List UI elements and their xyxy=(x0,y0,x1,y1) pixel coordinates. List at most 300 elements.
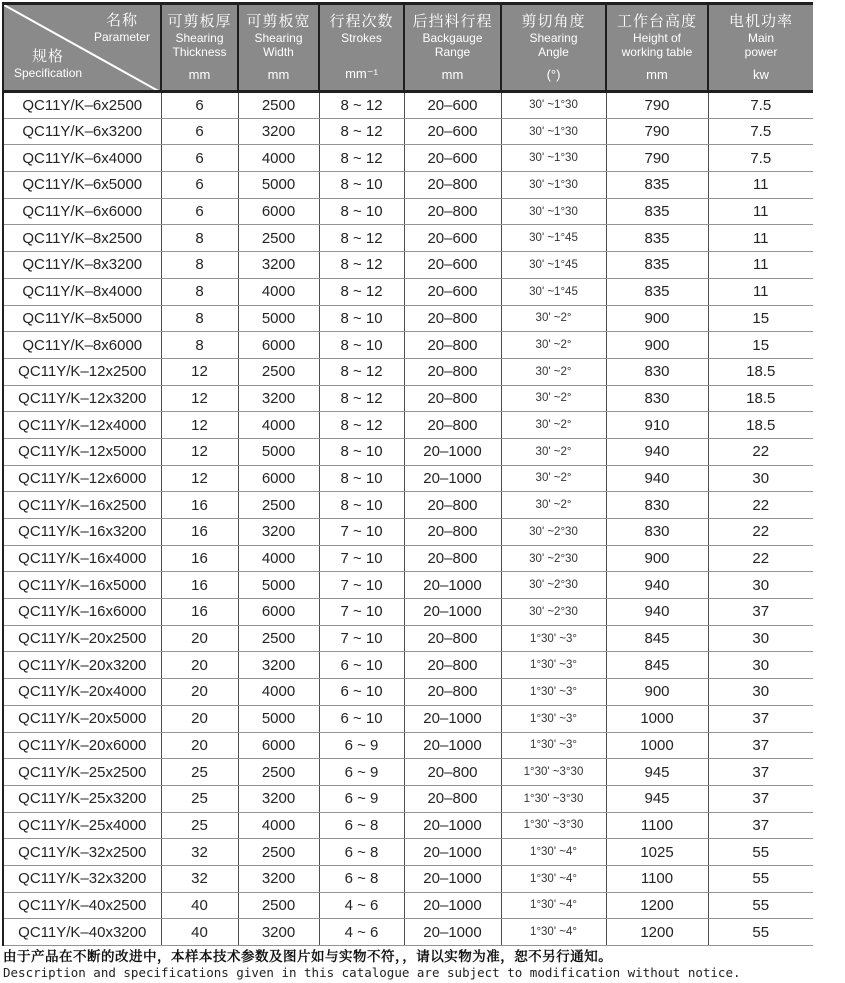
backgauge-cell: 20–1000 xyxy=(404,438,501,465)
header-zh: 工作台高度 xyxy=(616,13,697,30)
column-header-shearing-width xyxy=(238,4,319,92)
table-height-cell: 835 xyxy=(606,172,708,199)
header-unit: mm xyxy=(267,67,290,82)
power-cell: 30 xyxy=(708,679,813,706)
strokes-cell: 6 ~ 10 xyxy=(319,652,404,679)
strokes-cell: 6 ~ 8 xyxy=(319,865,404,892)
strokes-cell: 7 ~ 10 xyxy=(319,625,404,652)
header-unit: mm xyxy=(646,67,668,82)
table-height-cell: 1000 xyxy=(606,732,708,759)
width-cell: 2500 xyxy=(238,892,319,919)
angle-cell: 1°30' ~3°30 xyxy=(501,812,606,839)
width-cell: 4000 xyxy=(238,278,319,305)
strokes-cell: 8 ~ 12 xyxy=(319,92,404,119)
width-cell: 5000 xyxy=(238,305,319,332)
specification-label-en: Specification xyxy=(14,66,83,80)
strokes-cell: 6 ~ 8 xyxy=(319,812,404,839)
width-cell: 3200 xyxy=(238,865,319,892)
angle-cell: 1°30' ~3°30 xyxy=(501,759,606,786)
angle-cell: 1°30' ~3° xyxy=(501,679,606,706)
backgauge-cell: 20–800 xyxy=(404,492,501,519)
header-en-line: Shearing xyxy=(254,31,303,45)
strokes-cell: 6 ~ 8 xyxy=(319,839,404,866)
backgauge-cell: 20–600 xyxy=(404,118,501,145)
power-cell: 55 xyxy=(708,865,813,892)
header-en-line: Backgauge xyxy=(422,31,483,45)
angle-cell: 30' ~2°30 xyxy=(501,599,606,626)
backgauge-cell: 20–800 xyxy=(404,652,501,679)
strokes-cell: 4 ~ 6 xyxy=(319,919,404,946)
thickness-cell: 12 xyxy=(161,385,238,412)
thickness-cell: 16 xyxy=(161,599,238,626)
table-row xyxy=(3,358,813,385)
table-header xyxy=(3,4,813,92)
angle-cell: 30' ~1°30 xyxy=(501,145,606,172)
header-en-line: Main xyxy=(747,31,774,45)
table-height-cell: 835 xyxy=(606,252,708,279)
strokes-cell: 6 ~ 9 xyxy=(319,759,404,786)
parameter-label-zh: 名称 xyxy=(105,12,138,29)
width-cell: 3200 xyxy=(238,652,319,679)
header-en-line: Thickness xyxy=(172,45,227,59)
width-cell: 4000 xyxy=(238,679,319,706)
table-height-cell: 945 xyxy=(606,759,708,786)
model-cell: QC11Y/K–20x5000 xyxy=(3,705,161,732)
table-row xyxy=(3,465,813,492)
thickness-cell: 6 xyxy=(161,198,238,225)
backgauge-cell: 20–1000 xyxy=(404,465,501,492)
specification-label-zh: 规格 xyxy=(32,48,65,65)
footnote xyxy=(3,948,843,981)
width-cell: 3200 xyxy=(238,118,319,145)
thickness-cell: 8 xyxy=(161,305,238,332)
angle-cell: 30' ~2° xyxy=(501,358,606,385)
model-cell: QC11Y/K–12x4000 xyxy=(3,412,161,439)
corner-specification-label xyxy=(14,47,82,80)
power-cell: 15 xyxy=(708,305,813,332)
backgauge-cell: 20–800 xyxy=(404,198,501,225)
power-cell: 7.5 xyxy=(708,145,813,172)
width-cell: 2500 xyxy=(238,759,319,786)
backgauge-cell: 20–1000 xyxy=(404,599,501,626)
power-cell: 37 xyxy=(708,732,813,759)
backgauge-cell: 20–800 xyxy=(404,172,501,199)
model-cell: QC11Y/K–6x5000 xyxy=(3,172,161,199)
width-cell: 4000 xyxy=(238,145,319,172)
table-row xyxy=(3,679,813,706)
power-cell: 55 xyxy=(708,892,813,919)
power-cell: 37 xyxy=(708,759,813,786)
power-cell: 18.5 xyxy=(708,412,813,439)
thickness-cell: 12 xyxy=(161,412,238,439)
power-cell: 37 xyxy=(708,705,813,732)
thickness-cell: 16 xyxy=(161,545,238,572)
strokes-cell: 6 ~ 9 xyxy=(319,732,404,759)
angle-cell: 1°30' ~3° xyxy=(501,625,606,652)
column-header-shearing-thickness xyxy=(161,4,238,92)
table-row xyxy=(3,332,813,359)
width-cell: 5000 xyxy=(238,172,319,199)
power-cell: 11 xyxy=(708,252,813,279)
header-en-line: Strokes xyxy=(341,31,382,45)
table-row xyxy=(3,812,813,839)
table-height-cell: 940 xyxy=(606,599,708,626)
thickness-cell: 16 xyxy=(161,492,238,519)
table-height-cell: 1000 xyxy=(606,705,708,732)
backgauge-cell: 20–600 xyxy=(404,252,501,279)
power-cell: 11 xyxy=(708,198,813,225)
strokes-cell: 8 ~ 12 xyxy=(319,385,404,412)
model-cell: QC11Y/K–16x5000 xyxy=(3,572,161,599)
backgauge-cell: 20–600 xyxy=(404,278,501,305)
backgauge-cell: 20–1000 xyxy=(404,919,501,946)
table-row xyxy=(3,865,813,892)
width-cell: 4000 xyxy=(238,812,319,839)
angle-cell: 30' ~1°30 xyxy=(501,172,606,199)
model-cell: QC11Y/K–20x4000 xyxy=(3,679,161,706)
table-row xyxy=(3,625,813,652)
table-row xyxy=(3,118,813,145)
thickness-cell: 12 xyxy=(161,465,238,492)
table-height-cell: 835 xyxy=(606,225,708,252)
angle-cell: 30' ~2° xyxy=(501,412,606,439)
width-cell: 2500 xyxy=(238,492,319,519)
model-cell: QC11Y/K–12x2500 xyxy=(3,358,161,385)
backgauge-cell: 20–800 xyxy=(404,679,501,706)
table-height-cell: 830 xyxy=(606,385,708,412)
model-cell: QC11Y/K–8x5000 xyxy=(3,305,161,332)
backgauge-cell: 20–800 xyxy=(404,519,501,546)
power-cell: 37 xyxy=(708,812,813,839)
angle-cell: 1°30' ~4° xyxy=(501,865,606,892)
model-cell: QC11Y/K–6x3200 xyxy=(3,118,161,145)
header-zh: 行程次数 xyxy=(329,13,394,30)
backgauge-cell: 20–1000 xyxy=(404,839,501,866)
table-row xyxy=(3,919,813,946)
strokes-cell: 4 ~ 6 xyxy=(319,892,404,919)
parameter-label-en: Parameter xyxy=(93,30,150,44)
table-height-cell: 835 xyxy=(606,278,708,305)
backgauge-cell: 20–800 xyxy=(404,759,501,786)
width-cell: 2500 xyxy=(238,358,319,385)
power-cell: 7.5 xyxy=(708,92,813,119)
width-cell: 3200 xyxy=(238,785,319,812)
footnote-chinese: 由于产品在不断的改进中，本样本技术参数及图片如与实物不符，，请以实物为准，恕不另行通知。 xyxy=(3,949,613,964)
table-row xyxy=(3,599,813,626)
header-en-line: Height of xyxy=(632,31,682,45)
corner-parameter-label xyxy=(94,11,150,44)
thickness-cell: 8 xyxy=(161,278,238,305)
backgauge-cell: 20–1000 xyxy=(404,892,501,919)
header-zh: 后挡料行程 xyxy=(412,13,493,30)
angle-cell: 30' ~2°30 xyxy=(501,545,606,572)
model-cell: QC11Y/K–8x3200 xyxy=(3,252,161,279)
power-cell: 55 xyxy=(708,919,813,946)
model-cell: QC11Y/K–40x2500 xyxy=(3,892,161,919)
power-cell: 18.5 xyxy=(708,385,813,412)
width-cell: 3200 xyxy=(238,519,319,546)
strokes-cell: 8 ~ 12 xyxy=(319,412,404,439)
model-cell: QC11Y/K–8x2500 xyxy=(3,225,161,252)
model-cell: QC11Y/K–16x4000 xyxy=(3,545,161,572)
strokes-cell: 8 ~ 10 xyxy=(319,198,404,225)
header-en-line: Shearing xyxy=(175,31,224,45)
table-row xyxy=(3,172,813,199)
header-unit: mm⁻¹ xyxy=(345,66,378,81)
strokes-cell: 8 ~ 12 xyxy=(319,358,404,385)
power-cell: 11 xyxy=(708,172,813,199)
table-height-cell: 790 xyxy=(606,92,708,119)
backgauge-cell: 20–800 xyxy=(404,785,501,812)
footnote-english: Description and specifications given in this catalogue are subject to modification without notice. xyxy=(3,965,741,980)
header-row xyxy=(3,4,813,92)
table-row xyxy=(3,839,813,866)
strokes-cell: 8 ~ 12 xyxy=(319,252,404,279)
angle-cell: 1°30' ~4° xyxy=(501,892,606,919)
angle-cell: 1°30' ~3° xyxy=(501,732,606,759)
backgauge-cell: 20–800 xyxy=(404,332,501,359)
table-row xyxy=(3,198,813,225)
table-height-cell: 1100 xyxy=(606,865,708,892)
backgauge-cell: 20–600 xyxy=(404,145,501,172)
width-cell: 6000 xyxy=(238,332,319,359)
table-height-cell: 900 xyxy=(606,332,708,359)
model-cell: QC11Y/K–20x2500 xyxy=(3,625,161,652)
table-row xyxy=(3,305,813,332)
angle-cell: 1°30' ~3° xyxy=(501,705,606,732)
model-cell: QC11Y/K–32x3200 xyxy=(3,865,161,892)
model-cell: QC11Y/K–6x4000 xyxy=(3,145,161,172)
header-en-line: Width xyxy=(263,45,294,59)
strokes-cell: 7 ~ 10 xyxy=(319,545,404,572)
model-cell: QC11Y/K–12x3200 xyxy=(3,385,161,412)
table-row xyxy=(3,225,813,252)
model-cell: QC11Y/K–20x6000 xyxy=(3,732,161,759)
thickness-cell: 20 xyxy=(161,625,238,652)
power-cell: 55 xyxy=(708,839,813,866)
table-height-cell: 940 xyxy=(606,438,708,465)
table-height-cell: 1200 xyxy=(606,892,708,919)
angle-cell: 30' ~2°30 xyxy=(501,572,606,599)
table-height-cell: 900 xyxy=(606,545,708,572)
thickness-cell: 12 xyxy=(161,438,238,465)
header-en-line: Range xyxy=(434,45,471,59)
thickness-cell: 8 xyxy=(161,332,238,359)
header-en-line: Angle xyxy=(538,45,569,59)
table-height-cell: 845 xyxy=(606,625,708,652)
strokes-cell: 8 ~ 12 xyxy=(319,278,404,305)
strokes-cell: 8 ~ 10 xyxy=(319,438,404,465)
angle-cell: 30' ~1°45 xyxy=(501,278,606,305)
thickness-cell: 32 xyxy=(161,839,238,866)
header-zh: 可剪板宽 xyxy=(246,13,311,30)
thickness-cell: 20 xyxy=(161,705,238,732)
table-row xyxy=(3,385,813,412)
backgauge-cell: 20–1000 xyxy=(404,812,501,839)
table-row xyxy=(3,92,813,119)
width-cell: 3200 xyxy=(238,919,319,946)
width-cell: 4000 xyxy=(238,412,319,439)
model-cell: QC11Y/K–20x3200 xyxy=(3,652,161,679)
angle-cell: 1°30' ~4° xyxy=(501,919,606,946)
header-en-line: Shearing xyxy=(529,31,578,45)
angle-cell: 30' ~2° xyxy=(501,385,606,412)
backgauge-cell: 20–600 xyxy=(404,225,501,252)
power-cell: 22 xyxy=(708,519,813,546)
table-row xyxy=(3,545,813,572)
strokes-cell: 7 ~ 10 xyxy=(319,572,404,599)
column-header-backgauge-range xyxy=(404,4,501,92)
thickness-cell: 20 xyxy=(161,679,238,706)
thickness-cell: 6 xyxy=(161,92,238,119)
backgauge-cell: 20–800 xyxy=(404,358,501,385)
model-cell: QC11Y/K–12x6000 xyxy=(3,465,161,492)
width-cell: 2500 xyxy=(238,225,319,252)
strokes-cell: 7 ~ 10 xyxy=(319,519,404,546)
strokes-cell: 8 ~ 10 xyxy=(319,305,404,332)
thickness-cell: 25 xyxy=(161,785,238,812)
header-unit: mm xyxy=(188,67,211,82)
backgauge-cell: 20–1000 xyxy=(404,705,501,732)
table-row xyxy=(3,145,813,172)
header-zh: 可剪板厚 xyxy=(167,13,232,30)
table-height-cell: 790 xyxy=(606,118,708,145)
angle-cell: 30' ~2° xyxy=(501,492,606,519)
power-cell: 37 xyxy=(708,785,813,812)
strokes-cell: 6 ~ 9 xyxy=(319,785,404,812)
header-en-line: working table xyxy=(621,45,693,59)
model-cell: QC11Y/K–32x2500 xyxy=(3,839,161,866)
table-row xyxy=(3,412,813,439)
width-cell: 3200 xyxy=(238,252,319,279)
table-row xyxy=(3,572,813,599)
table-height-cell: 835 xyxy=(606,198,708,225)
backgauge-cell: 20–800 xyxy=(404,545,501,572)
width-cell: 3200 xyxy=(238,385,319,412)
table-row xyxy=(3,785,813,812)
table-height-cell: 910 xyxy=(606,412,708,439)
angle-cell: 30' ~2° xyxy=(501,305,606,332)
backgauge-cell: 20–800 xyxy=(404,305,501,332)
backgauge-cell: 20–800 xyxy=(404,412,501,439)
table-height-cell: 900 xyxy=(606,305,708,332)
table-height-cell: 945 xyxy=(606,785,708,812)
thickness-cell: 12 xyxy=(161,358,238,385)
strokes-cell: 8 ~ 12 xyxy=(319,145,404,172)
backgauge-cell: 20–1000 xyxy=(404,865,501,892)
thickness-cell: 32 xyxy=(161,865,238,892)
table-row xyxy=(3,705,813,732)
angle-cell: 30' ~1°30 xyxy=(501,118,606,145)
table-height-cell: 830 xyxy=(606,492,708,519)
angle-cell: 30' ~2° xyxy=(501,465,606,492)
power-cell: 30 xyxy=(708,572,813,599)
header-zh: 电机功率 xyxy=(728,13,793,30)
width-cell: 5000 xyxy=(238,438,319,465)
thickness-cell: 25 xyxy=(161,812,238,839)
model-cell: QC11Y/K–16x6000 xyxy=(3,599,161,626)
backgauge-cell: 20–1000 xyxy=(404,572,501,599)
strokes-cell: 8 ~ 10 xyxy=(319,172,404,199)
model-cell: QC11Y/K–12x5000 xyxy=(3,438,161,465)
power-cell: 22 xyxy=(708,492,813,519)
width-cell: 5000 xyxy=(238,705,319,732)
backgauge-cell: 20–1000 xyxy=(404,732,501,759)
table-height-cell: 830 xyxy=(606,519,708,546)
table-height-cell: 790 xyxy=(606,145,708,172)
thickness-cell: 6 xyxy=(161,145,238,172)
model-cell: QC11Y/K–6x2500 xyxy=(3,92,161,119)
backgauge-cell: 20–600 xyxy=(404,92,501,119)
column-header-main-power xyxy=(708,4,813,92)
angle-cell: 30' ~1°45 xyxy=(501,225,606,252)
column-header-strokes xyxy=(319,4,404,92)
power-cell: 15 xyxy=(708,332,813,359)
backgauge-cell: 20–800 xyxy=(404,385,501,412)
width-cell: 4000 xyxy=(238,545,319,572)
backgauge-cell: 20–800 xyxy=(404,625,501,652)
column-header-working-table-height xyxy=(606,4,708,92)
angle-cell: 1°30' ~3° xyxy=(501,652,606,679)
thickness-cell: 20 xyxy=(161,732,238,759)
power-cell: 22 xyxy=(708,438,813,465)
header-unit: kw xyxy=(753,67,769,82)
table-height-cell: 940 xyxy=(606,572,708,599)
header-unit: (°) xyxy=(546,67,561,82)
model-cell: QC11Y/K–6x6000 xyxy=(3,198,161,225)
table-height-cell: 900 xyxy=(606,679,708,706)
thickness-cell: 6 xyxy=(161,172,238,199)
strokes-cell: 8 ~ 12 xyxy=(319,118,404,145)
thickness-cell: 16 xyxy=(161,519,238,546)
power-cell: 37 xyxy=(708,599,813,626)
table-height-cell: 1200 xyxy=(606,919,708,946)
strokes-cell: 7 ~ 10 xyxy=(319,599,404,626)
strokes-cell: 6 ~ 10 xyxy=(319,705,404,732)
model-cell: QC11Y/K–16x2500 xyxy=(3,492,161,519)
model-cell: QC11Y/K–25x2500 xyxy=(3,759,161,786)
width-cell: 6000 xyxy=(238,198,319,225)
thickness-cell: 8 xyxy=(161,225,238,252)
strokes-cell: 8 ~ 10 xyxy=(319,465,404,492)
table-row xyxy=(3,732,813,759)
power-cell: 30 xyxy=(708,465,813,492)
thickness-cell: 40 xyxy=(161,892,238,919)
spec-table xyxy=(2,2,813,946)
model-cell: QC11Y/K–25x4000 xyxy=(3,812,161,839)
angle-cell: 30' ~1°30 xyxy=(501,198,606,225)
power-cell: 7.5 xyxy=(708,118,813,145)
strokes-cell: 8 ~ 12 xyxy=(319,225,404,252)
angle-cell: 30' ~1°30 xyxy=(501,92,606,119)
width-cell: 6000 xyxy=(238,465,319,492)
thickness-cell: 6 xyxy=(161,118,238,145)
angle-cell: 1°30' ~3°30 xyxy=(501,785,606,812)
model-cell: QC11Y/K–8x6000 xyxy=(3,332,161,359)
table-row xyxy=(3,492,813,519)
table-height-cell: 830 xyxy=(606,358,708,385)
column-header-shearing-angle xyxy=(501,4,606,92)
table-body xyxy=(3,92,813,946)
model-cell: QC11Y/K–8x4000 xyxy=(3,278,161,305)
table-row xyxy=(3,438,813,465)
table-height-cell: 1100 xyxy=(606,812,708,839)
power-cell: 11 xyxy=(708,225,813,252)
thickness-cell: 8 xyxy=(161,252,238,279)
corner-header-cell xyxy=(3,4,161,92)
table-height-cell: 845 xyxy=(606,652,708,679)
table-row xyxy=(3,892,813,919)
